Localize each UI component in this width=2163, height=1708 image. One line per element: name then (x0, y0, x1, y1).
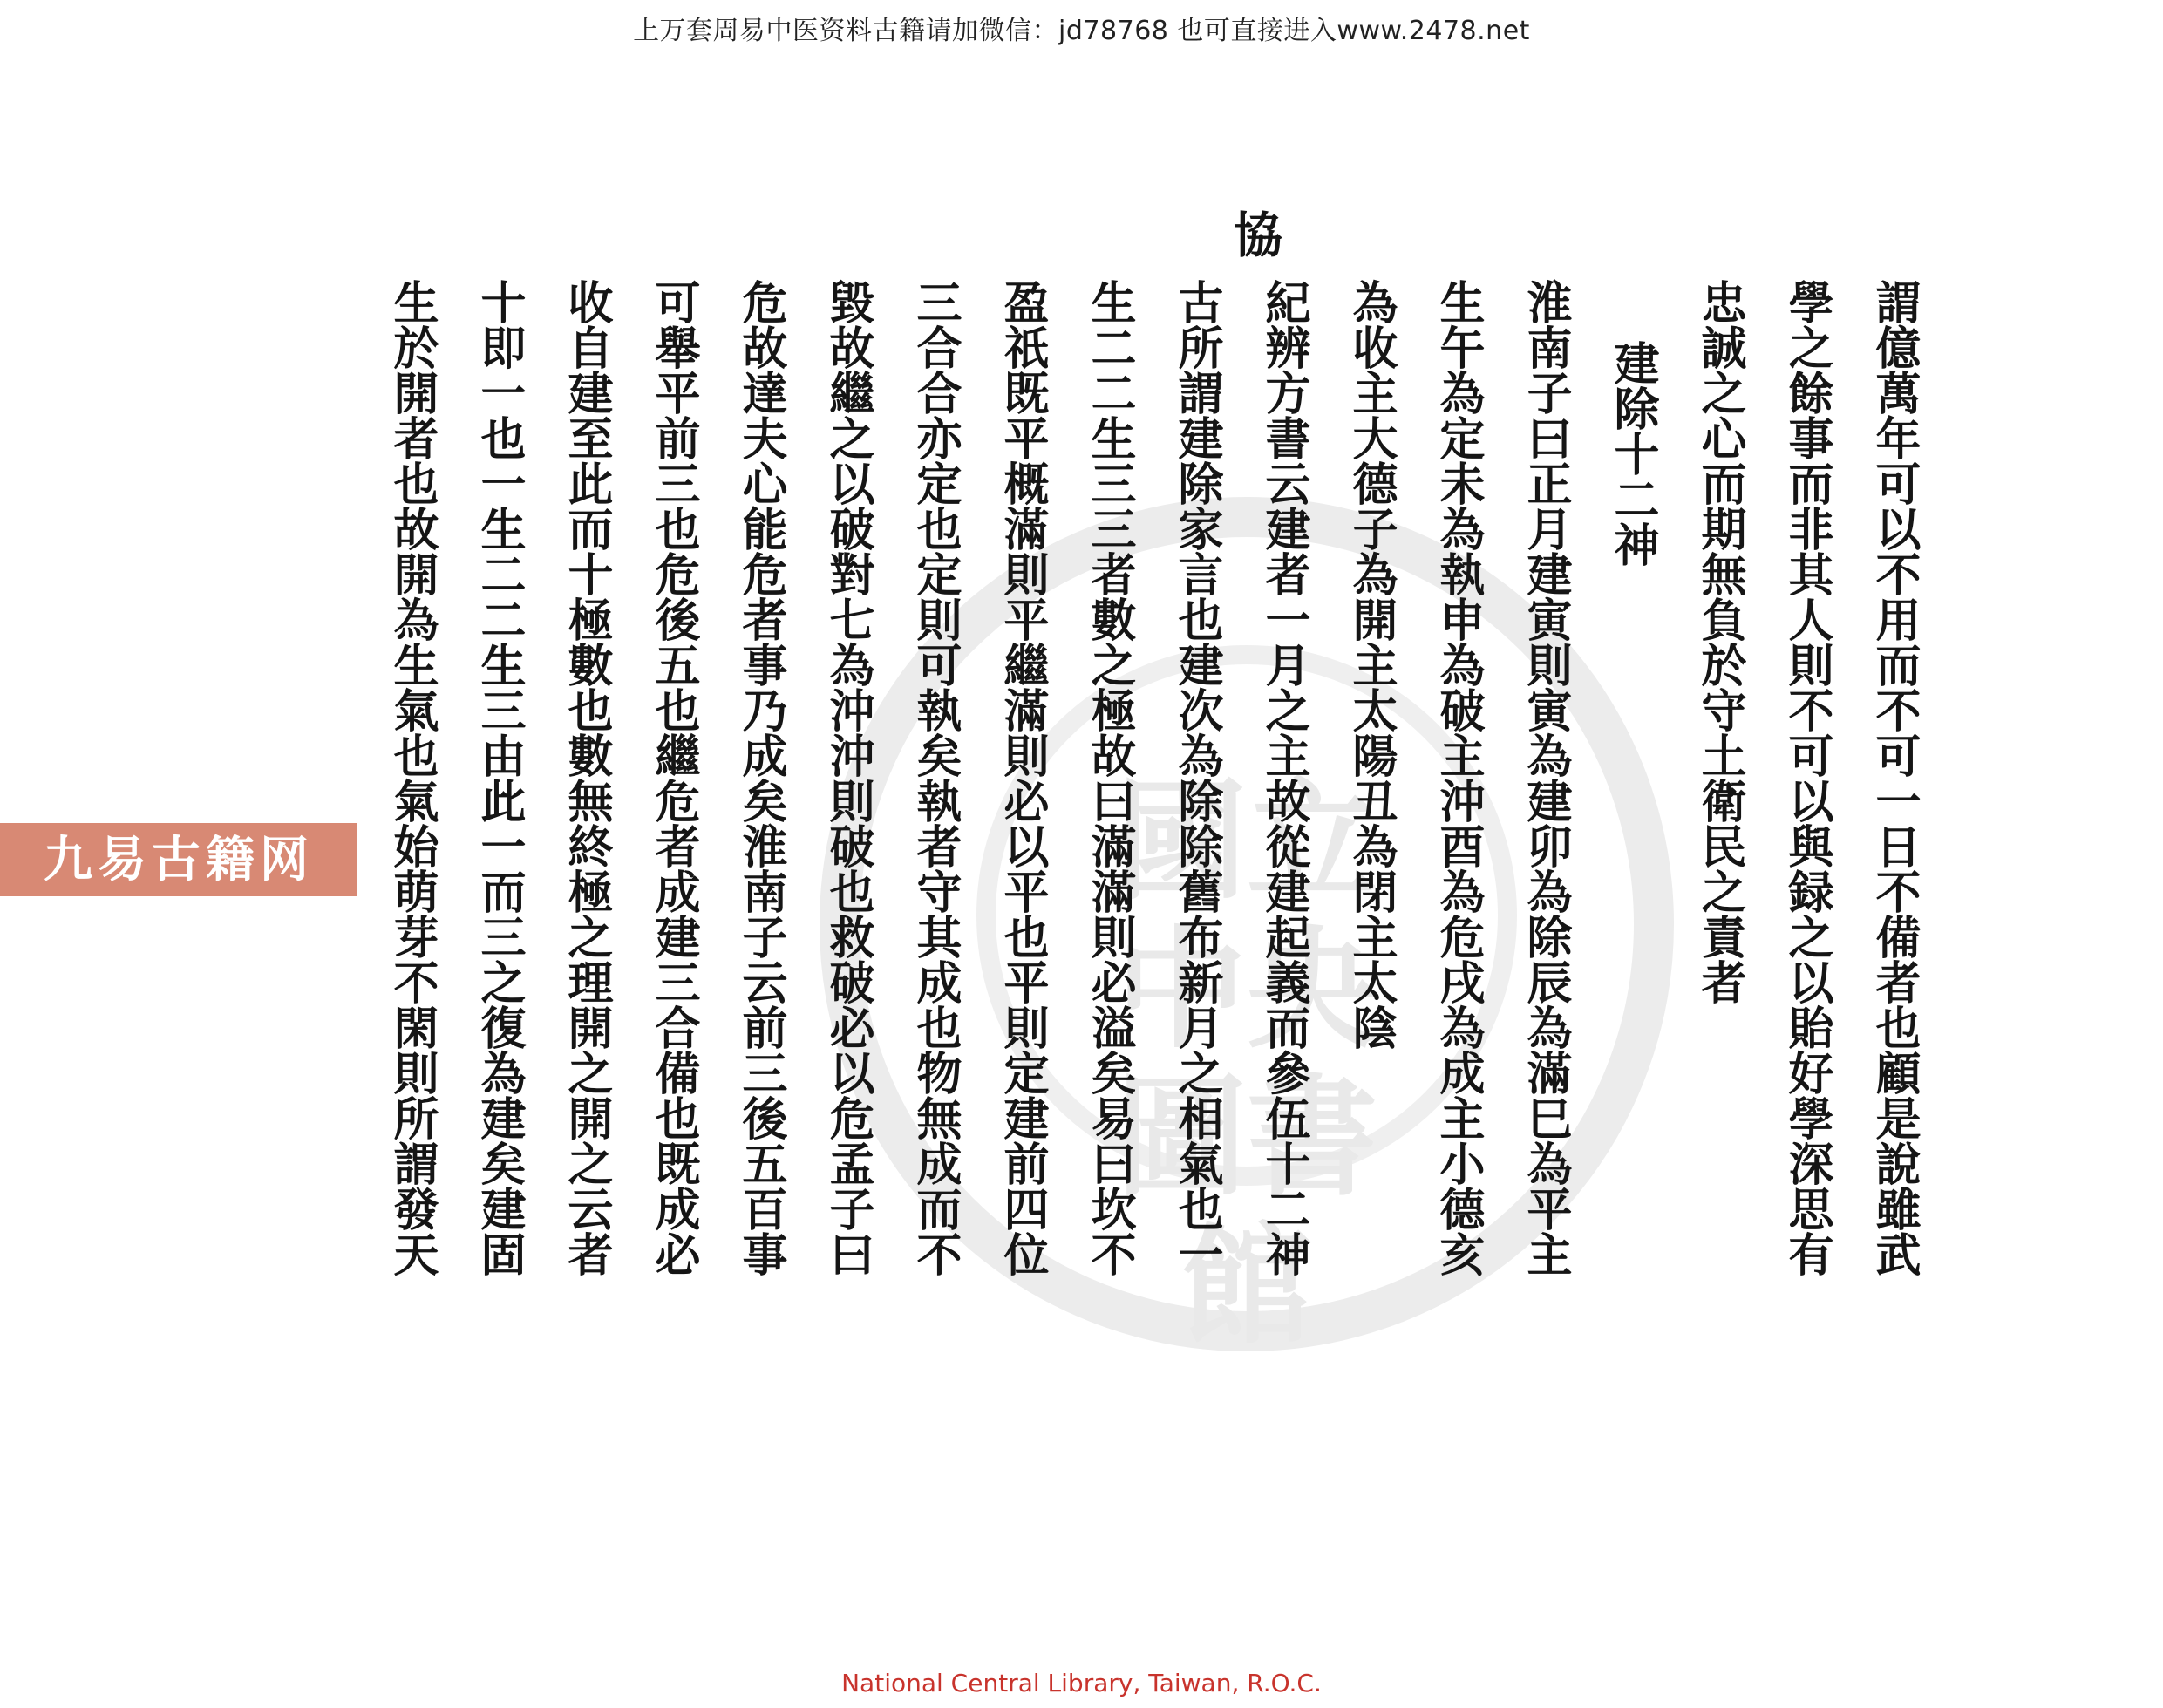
text-column: 危故達夫心能危者事乃成矣淮南子云前三後五百事 (734, 279, 787, 1276)
section-title: 建除十二神 (1606, 340, 1659, 567)
text-column: 生午為定未為執申為破主沖酉為危戌為成主小德亥 (1432, 279, 1485, 1276)
text-column: 盈祇既平概滿則平繼滿則必以平也平則定建前四位 (996, 279, 1049, 1276)
text-column: 為收主大德子為開主太陽丑為閉主太陰 (1344, 279, 1398, 1050)
site-watermark-logo: 九易古籍网 (0, 823, 357, 896)
text-column: 忠誠之心而期無負於守土衛民之責者 (1693, 279, 1746, 1004)
text-column: 收自建至此而十極數也數無終極之理開之開之云者 (560, 279, 613, 1276)
text-column: 生二二生三三者數之極故曰滿滿則必溢矣易曰坎不 (1083, 279, 1136, 1276)
text-column: 可舉平前三也危後五也繼危者成建三合備也既成必 (647, 279, 700, 1276)
text-column: 生於開者也故開為生氣也氣始萌芽不閑則所謂發天 (385, 279, 439, 1276)
library-seal-text: 國立中央圖書館 (1115, 765, 1377, 1363)
text-column: 紀辨方書云建者一月之主故從建起義而參伍十二神 (1257, 279, 1310, 1276)
top-banner-text: 上万套周易中医资料古籍请加微信：jd78768 也可直接进入www.2478.net (633, 16, 1530, 46)
text-column: 謂億萬年可以不用而不可一日不備者也顧是說雖武 (1867, 279, 1921, 1276)
footer-credit: National Central Library, Taiwan, R.O.C. (841, 1669, 1322, 1698)
text-column: 學之餘事而非其人則不可以與録之以貽好學深思有 (1780, 279, 1833, 1276)
scanned-page (296, 209, 1927, 1569)
text-columns (296, 209, 1927, 1569)
text-column: 十即一也一生二二生三由此一而三之復為建矣建固 (473, 279, 526, 1276)
header-mark: 協 (1226, 209, 1283, 258)
text-column: 淮南子曰正月建寅則寅為建卯為除辰為滿巳為平主 (1519, 279, 1572, 1276)
text-column: 三合合亦定也定則可執矣執者守其成也物無成而不 (908, 279, 962, 1276)
text-column: 毀故繼之以破對七為沖沖則破也救破必以危孟子曰 (821, 279, 874, 1276)
text-column: 古所謂建除家言也建次為除除舊布新月之相氣也一 (1170, 279, 1223, 1276)
